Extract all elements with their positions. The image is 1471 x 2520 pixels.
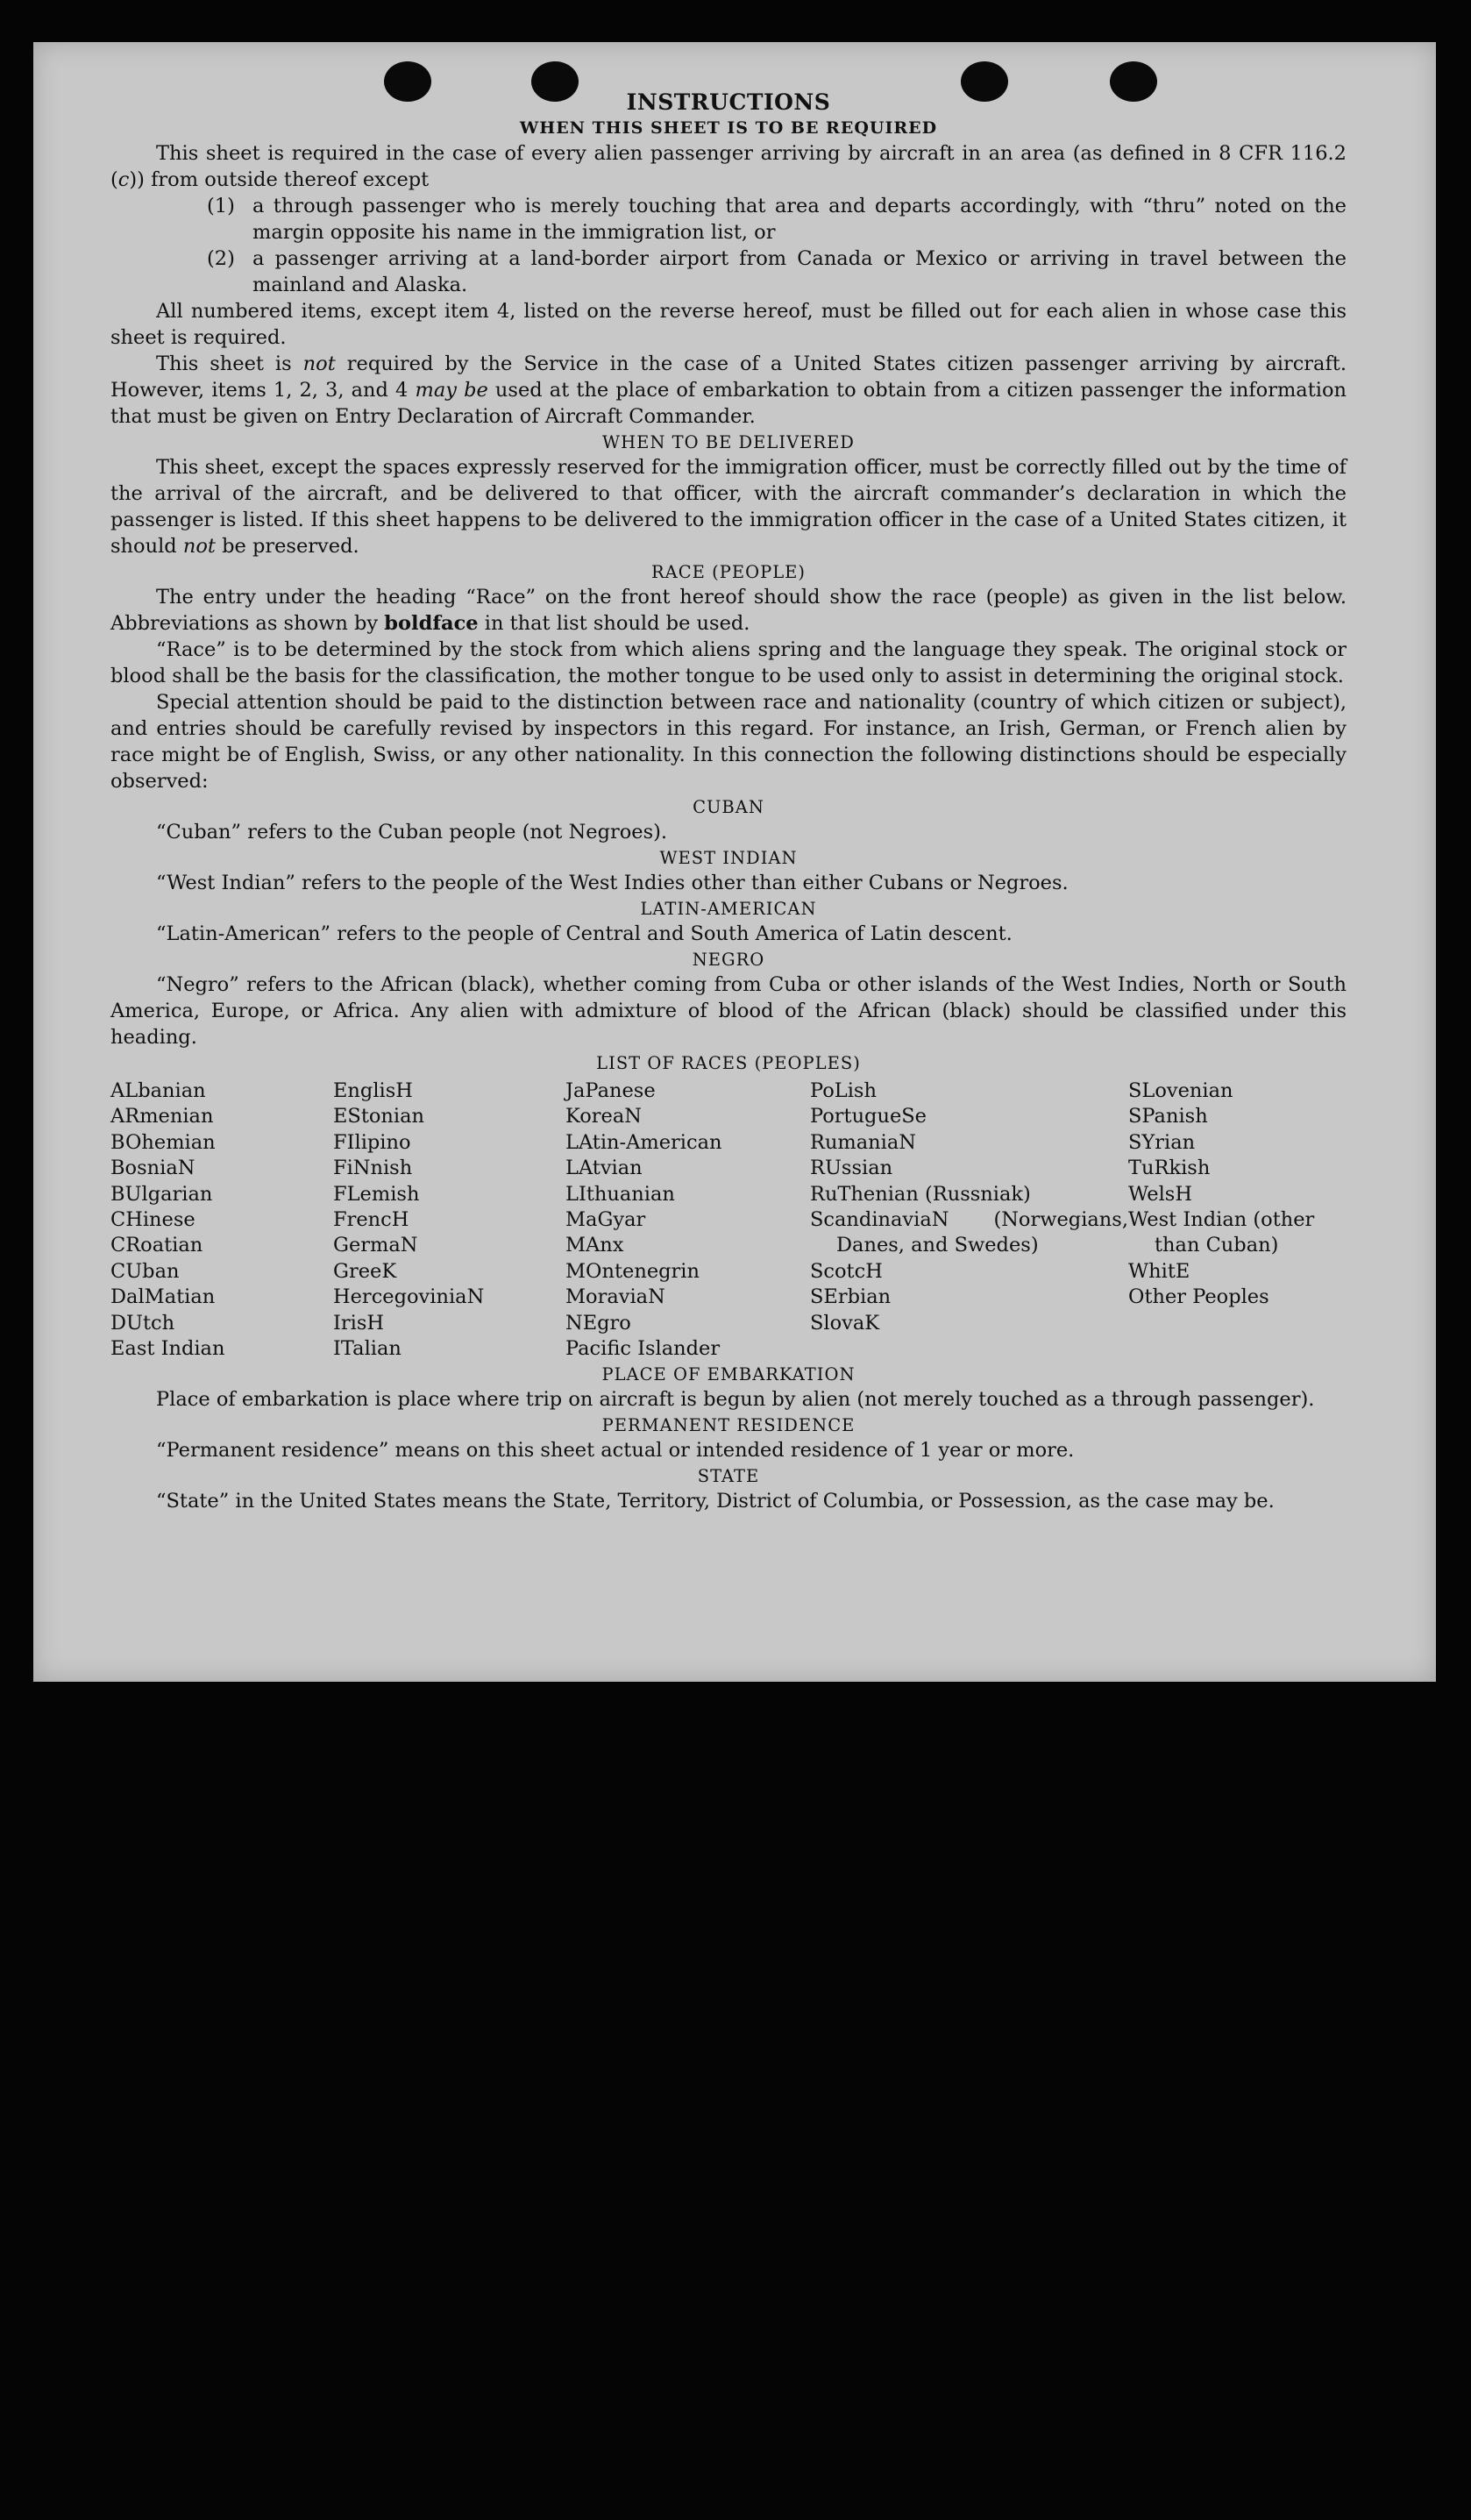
race-entry: NEgro (565, 1311, 631, 1335)
exception-item-1: (1) a through passenger who is merely touching that area and departs accordingly, with “thru” noted on the margin opposite his name in the immigration list, or (207, 195, 1347, 244)
race-entry: ScotcH (810, 1259, 883, 1283)
race-entry: West Indian (other than Cuban) (1128, 1208, 1315, 1257)
race-entry: MaGyar (565, 1208, 646, 1232)
race-entry: SYrian (1128, 1130, 1196, 1154)
section-heading-cuban: CUBAN (693, 797, 764, 817)
delivered-paragraph: This sheet, except the spaces expressly reserved for the immigration officer, must be correctly filled out by the time of the arrival of the aircraft, and be delivered to that officer, with the aircraft commander’s declaration in which the passenger is listed. If this sheet happens to be delivered to the immigration officer in the case of a United States citizen, it should not be preserved. (110, 456, 1347, 558)
race-entry: FIlipino (333, 1130, 411, 1154)
race-entry: Other Peoples (1128, 1285, 1269, 1309)
citizen-paragraph: This sheet is not required by the Service in the case of a United States citizen passenger arriving by aircraft. However, items 1, 2, 3, and 4 may be used at the place of embarkation to obtain from a citizen passenger the information that must be given on Entry Declaration of Aircraft Commander. (110, 352, 1347, 428)
races-column-1 (110, 1078, 333, 1362)
race-entry: RuThenian (Russniak) (810, 1182, 1031, 1206)
race-entry: MAnx (565, 1234, 624, 1257)
page-title: INSTRUCTIONS (626, 89, 831, 115)
race-entry: FrencH (333, 1208, 409, 1232)
race-entry: TuRkish (1128, 1157, 1211, 1180)
race-entry: FLemish (333, 1182, 420, 1206)
races-column-3 (565, 1078, 810, 1362)
race-entry: BUlgarian (110, 1182, 213, 1206)
race-entry: FiNnish (333, 1157, 413, 1180)
races-column-5 (1128, 1078, 1347, 1362)
race-entry: ARmenian (110, 1105, 214, 1128)
race-entry: KoreaN (565, 1105, 642, 1128)
race-entry: Pacific Islander (565, 1337, 721, 1361)
race-entry: GermaN (333, 1234, 418, 1257)
race-entry: EnglisH (333, 1079, 413, 1102)
required-intro: This sheet is required in the case of every alien passenger arriving by aircraft in an area (as defined in 8 CFR 116.2 (c)) from outside thereof except (110, 142, 1347, 191)
section-heading-permanent-residence: PERMANENT RESIDENCE (601, 1415, 856, 1436)
race-entry: ALbanian (110, 1079, 206, 1102)
race-entry: IrisH (333, 1311, 385, 1335)
instructions-body (110, 89, 1347, 1514)
races-list (110, 1078, 1347, 1362)
race-paragraph-3: Special attention should be paid to the distinction between race and nationality (country of which citizen or subject), and entries should be carefully revised by inspectors in this regard. For instance, an Irish, German, or French alien by race might be of English, Swiss, or any other nationality. In this connection the following distinctions should be especially observed: (110, 691, 1347, 793)
race-entry: ScandinaviaN (Norwegians, Danes, and Swedes) (810, 1208, 1128, 1257)
permanent-residence-paragraph: “Permanent residence” means on this sheet actual or intended residence of 1 year or more. (156, 1439, 1075, 1463)
race-entry: BosniaN (110, 1157, 195, 1180)
latin-american-paragraph: “Latin-American” refers to the people of Central and South America of Latin descent. (156, 922, 1013, 945)
race-entry: HercegoviniaN (333, 1285, 485, 1309)
section-heading-west-indian: WEST INDIAN (659, 848, 798, 868)
races-column-4 (810, 1078, 1128, 1362)
race-entry: CRoatian (110, 1234, 203, 1257)
section-heading-latin-american: LATIN-AMERICAN (640, 899, 817, 919)
race-entry: GreeK (333, 1259, 397, 1283)
race-paragraph-2: “Race” is to be determined by the stock from which aliens spring and the language they speak. The original stock or blood shall be the basis for the classification, the mother tongue to be used only to assist in determining the original stock. (110, 638, 1347, 687)
race-entry: PoLish (810, 1079, 877, 1102)
document-sheet (33, 42, 1436, 1682)
race-entry: SPanish (1128, 1105, 1208, 1128)
race-entry: MOntenegrin (565, 1259, 700, 1283)
numbered-items-paragraph: All numbered items, except item 4, listed on the reverse hereof, must be filled out for each alien in whose case this sheet is required. (110, 300, 1347, 349)
section-heading-embarkation: PLACE OF EMBARKATION (601, 1364, 856, 1385)
race-entry: EStonian (333, 1105, 425, 1128)
race-entry: LIthuanian (565, 1182, 675, 1206)
section-heading-race: RACE (PEOPLE) (651, 562, 806, 582)
race-entry: BOhemian (110, 1130, 216, 1154)
race-entry: CHinese (110, 1208, 195, 1232)
cuban-paragraph: “Cuban” refers to the Cuban people (not Negroes). (156, 821, 668, 844)
section-heading-state: STATE (697, 1466, 760, 1487)
race-entry: MoraviaN (565, 1285, 665, 1309)
race-entry: LAtin-American (565, 1130, 722, 1154)
race-entry: JaPanese (565, 1079, 656, 1102)
races-column-2 (333, 1078, 565, 1362)
negro-paragraph: “Negro” refers to the African (black), whether coming from Cuba or other islands of the West Indies, North or South America, Europe, or Africa. Any alien with admixture of blood of the African (black) should be classified under this heading. (110, 973, 1347, 1049)
race-entry: WhitE (1128, 1259, 1190, 1283)
race-entry: CUban (110, 1259, 180, 1283)
race-entry: WelsH (1128, 1182, 1192, 1206)
exception-item-2: (2) a passenger arriving at a land-border airport from Canada or Mexico or arriving in travel between the mainland and Alaska. (207, 247, 1347, 296)
embarkation-paragraph: Place of embarkation is place where trip on aircraft is begun by alien (not merely touched as a through passenger). (156, 1388, 1315, 1412)
race-entry: ITalian (333, 1337, 402, 1361)
section-heading-negro: NEGRO (692, 950, 765, 970)
race-entry: PortugueSe (810, 1105, 927, 1128)
race-entry: SErbian (810, 1285, 892, 1309)
section-heading-when-delivered: WHEN TO BE DELIVERED (602, 432, 855, 452)
race-entry: SlovaK (810, 1311, 880, 1335)
race-paragraph-1: The entry under the heading “Race” on the front hereof should show the race (people) as given in the list below. Abbreviations as shown by boldface in that list should be used. (110, 586, 1347, 635)
section-heading-when-required: WHEN THIS SHEET IS TO BE REQUIRED (519, 118, 938, 138)
state-paragraph: “State” in the United States means the State, Territory, District of Columbia, or Possession, as the case may be. (156, 1490, 1275, 1513)
section-heading-list-of-races: LIST OF RACES (PEOPLES) (596, 1053, 861, 1073)
race-entry: RumaniaN (810, 1130, 916, 1154)
race-entry: DalMatian (110, 1285, 216, 1309)
race-entry: SLovenian (1128, 1079, 1233, 1102)
west-indian-paragraph: “West Indian” refers to the people of the West Indies other than either Cubans or Negroes. (156, 872, 1069, 894)
race-entry: DUtch (110, 1311, 175, 1335)
race-entry: East Indian (110, 1337, 225, 1361)
race-entry: LAtvian (565, 1157, 643, 1180)
race-entry: RUssian (810, 1157, 893, 1180)
